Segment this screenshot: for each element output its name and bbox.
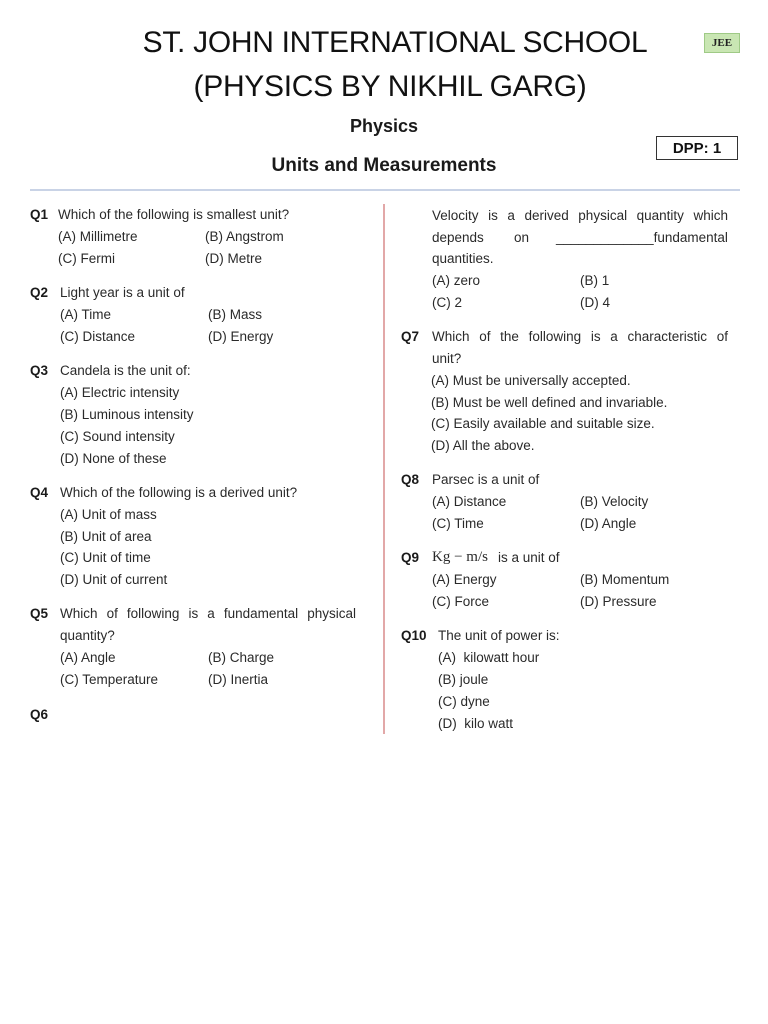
question-text: Which of the following is a derived unit? bbox=[60, 485, 298, 500]
question-text-line2-word2: on bbox=[514, 230, 530, 245]
option-d: (D) Angle bbox=[580, 516, 637, 531]
option-b: (B) Charge bbox=[208, 650, 275, 665]
option-d: (D) All the above. bbox=[431, 438, 535, 453]
option-a: (A) Must be universally accepted. bbox=[431, 373, 631, 388]
question-text-blank: _____________fundamental bbox=[556, 230, 728, 245]
question-text: Candela is the unit of: bbox=[60, 363, 191, 378]
question-text-line3: quantities. bbox=[432, 251, 494, 266]
question-text-line1: Which of following is a fundamental physical bbox=[60, 606, 356, 621]
option-a: (A) Energy bbox=[432, 572, 497, 587]
option-c: (C) Fermi bbox=[58, 251, 115, 266]
option-b: (B) Must be well defined and invariable. bbox=[431, 395, 668, 410]
question-number: Q10 bbox=[401, 628, 427, 643]
option-b: (B) Luminous intensity bbox=[60, 407, 194, 422]
question-number: Q8 bbox=[401, 472, 420, 487]
school-title: ST. JOHN INTERNATIONAL SCHOOL bbox=[142, 26, 648, 59]
option-b: (B) joule bbox=[438, 672, 489, 687]
option-b: (B) Angstrom bbox=[205, 229, 284, 244]
option-c: (C) dyne bbox=[438, 694, 490, 709]
question-text: Parsec is a unit of bbox=[432, 472, 540, 487]
option-c: (C) Sound intensity bbox=[60, 429, 175, 444]
chapter-heading: Units and Measurements bbox=[271, 155, 497, 176]
question-text-line2: unit? bbox=[432, 351, 462, 366]
question-number: Q3 bbox=[30, 363, 49, 378]
option-b: (B) Mass bbox=[208, 307, 262, 322]
option-a: (A) Angle bbox=[60, 650, 116, 665]
question-number: Q5 bbox=[30, 606, 49, 621]
question-text-line2: quantity? bbox=[60, 628, 115, 643]
option-c: (C) Force bbox=[432, 594, 489, 609]
question-number: Q7 bbox=[401, 329, 420, 344]
question-math: Kg − m/s bbox=[432, 549, 488, 565]
question-text: Which of the following is smallest unit? bbox=[58, 207, 290, 222]
question-number: Q1 bbox=[30, 207, 49, 222]
option-b: (B) 1 bbox=[580, 273, 610, 288]
option-a: (A) Electric intensity bbox=[60, 385, 180, 400]
question-number: Q9 bbox=[401, 550, 420, 565]
option-b: (B) Momentum bbox=[580, 572, 670, 587]
question-text-line1: Which of the following is a characteristic of bbox=[432, 329, 728, 344]
option-c: (C) Unit of time bbox=[60, 550, 151, 565]
question-number: Q6 bbox=[30, 707, 49, 722]
option-d: (D) 4 bbox=[580, 295, 610, 310]
option-d: (D) None of these bbox=[60, 451, 167, 466]
question-text: The unit of power is: bbox=[438, 628, 560, 643]
option-a: (A) Unit of mass bbox=[60, 507, 157, 522]
option-d: (D) Pressure bbox=[580, 594, 657, 609]
header-divider bbox=[30, 189, 740, 191]
option-c: (C) Temperature bbox=[60, 672, 159, 687]
subject-heading: Physics bbox=[349, 116, 419, 136]
option-a: (A) Distance bbox=[432, 494, 507, 509]
option-a: (A) zero bbox=[432, 273, 481, 288]
school-subtitle: (PHYSICS BY NIKHIL GARG) bbox=[193, 70, 587, 103]
question-text: Light year is a unit of bbox=[60, 285, 185, 300]
option-a: (A) Millimetre bbox=[58, 229, 138, 244]
question-text-line1: Velocity is a derived physical quantity which bbox=[432, 208, 728, 223]
option-b: (B) Unit of area bbox=[60, 529, 152, 544]
question-text-line2-word1: depends bbox=[432, 230, 484, 245]
option-a: (A) Time bbox=[60, 307, 112, 322]
jee-badge: JEE bbox=[704, 33, 740, 53]
option-d: (D) Energy bbox=[208, 329, 274, 344]
option-d: (D) Metre bbox=[205, 251, 262, 266]
option-d: (D) Unit of current bbox=[60, 572, 168, 587]
question-text: is a unit of bbox=[498, 550, 560, 565]
option-c: (C) 2 bbox=[432, 295, 462, 310]
option-c: (C) Easily available and suitable size. bbox=[431, 416, 655, 431]
option-a: (A) kilowatt hour bbox=[438, 650, 540, 665]
question-number: Q2 bbox=[30, 285, 49, 300]
column-divider bbox=[383, 204, 385, 734]
option-c: (C) Time bbox=[432, 516, 484, 531]
option-c: (C) Distance bbox=[60, 329, 136, 344]
dpp-label: DPP: 1 bbox=[656, 136, 738, 160]
option-b: (B) Velocity bbox=[580, 494, 649, 509]
question-number: Q4 bbox=[30, 485, 49, 500]
option-d: (D) Inertia bbox=[208, 672, 269, 687]
option-d: (D) kilo watt bbox=[438, 716, 514, 731]
